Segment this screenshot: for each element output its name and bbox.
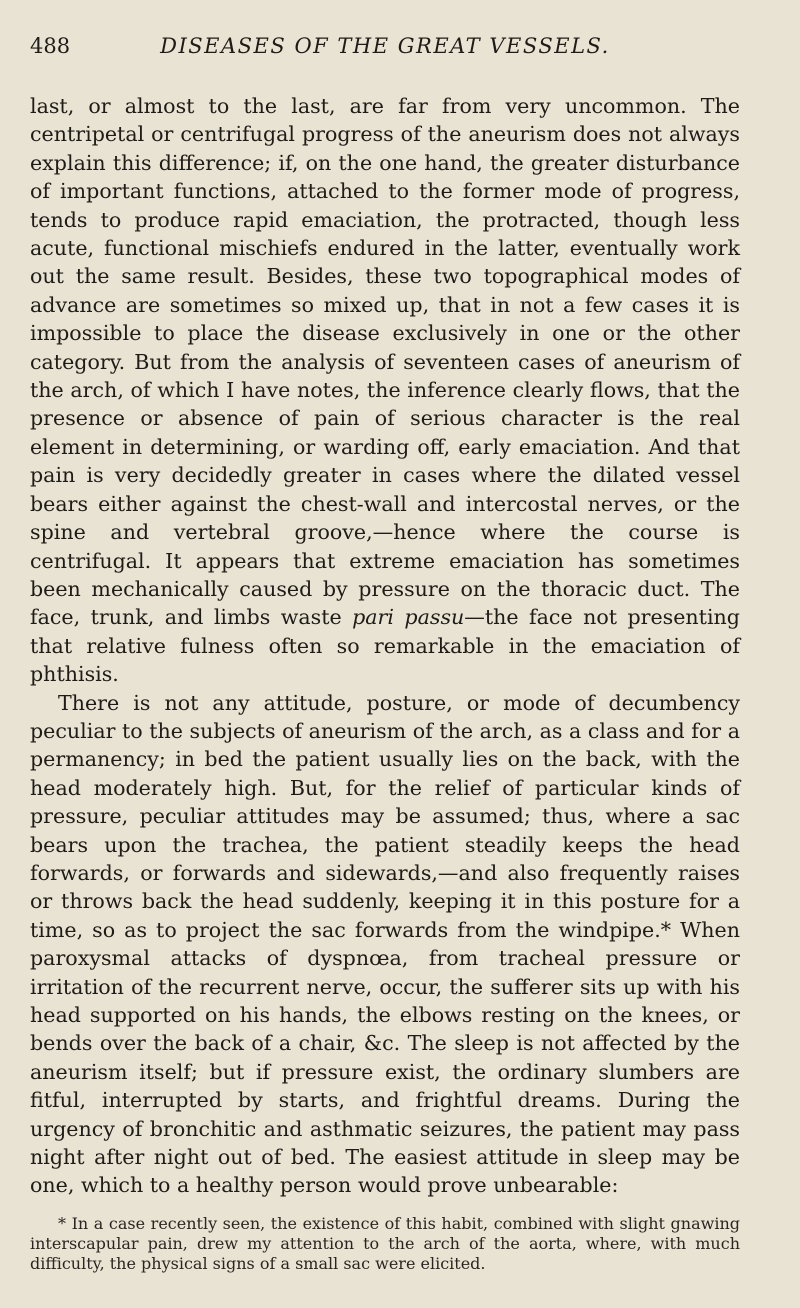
paragraph-1-text-b: —the face not presenting that relative fulness often so remarkable in the emaciation of phthisis. — [30, 605, 740, 687]
footnote: * In a case recently seen, the existence of this habit, combined with slight gnawing interscapular pain, drew my attention to the arch of the aorta, where, with much difficulty, the physical signs of a small sac were elicited. — [30, 1213, 740, 1273]
page-header — [30, 34, 740, 78]
paragraph-2-text: There is not any attitude, posture, or mode of decumbency peculiar to the subjects of aneurism of the arch, as a class and for a permanency; in bed the patient usually lies on the back, with the head moderately high. But, for the relief of particular kinds of pressure, peculiar attitudes may be assumed; thus, where a sac bears upon the trachea, the patient steadily keeps the head forwards, or forwards and sidewards,—and also frequently raises or throws back the head suddenly, keeping it in this posture for a time, so as to project the sac forwards from the windpipe.* When paroxysmal attacks of dyspnœa, from tracheal pressure or irritation of the recurrent nerve, occur, the sufferer sits up with his head supported on his hands, the elbows resting on the knees, or bends over the back of a chair, &c. The sleep is not affected by the aneurism itself; but if pressure exist, the ordinary slumbers are fitful, interrupted by starts, and frightful dreams. During the urgency of bronchitic and asthmatic seizures, the patient may pass night after night out of bed. The easiest attitude in sleep may be one, which to a healthy person would prove unbearable: — [30, 690, 740, 1198]
body-text — [30, 92, 740, 1200]
running-head: DISEASES OF THE GREAT VESSELS. — [160, 34, 610, 58]
page-number: 488 — [30, 34, 71, 58]
paragraph-2 — [30, 689, 740, 1200]
paragraph-1-text-a: last, or almost to the last, are far from very uncommon. The centripetal or centrifugal progress of the aneurism does not always explain this difference; if, on the one hand, the greater disturbance of important functions, attached to the former mode of progress, tends to produce rapid emaciation, the protracted, though less acute, functional mischiefs endured in the latter, eventually work out the same result. Besides, these two topographical modes of advance are sometimes so mixed up, that in not a few cases it is impossible to place the disease exclusively in one or the other category. But from the analysis of seventeen cases of aneurism of the arch, of which I have notes, the inference clearly flows, that the presence or absence of pain of serious character is the real element in determining, or warding off, early emaciation. And that pain is very decidedly greater in cases where the dilated vessel bears either against the chest-wall and intercostal nerves, or the spine and vertebral groove,—hence where the course is centrifugal. It appears that extreme emaciation has sometimes been mechanically caused by pressure on the thoracic duct. The face, trunk, and limbs waste — [30, 94, 740, 630]
paragraph-1-italic-phrase: pari passu — [352, 605, 465, 630]
paragraph-1 — [30, 92, 740, 689]
